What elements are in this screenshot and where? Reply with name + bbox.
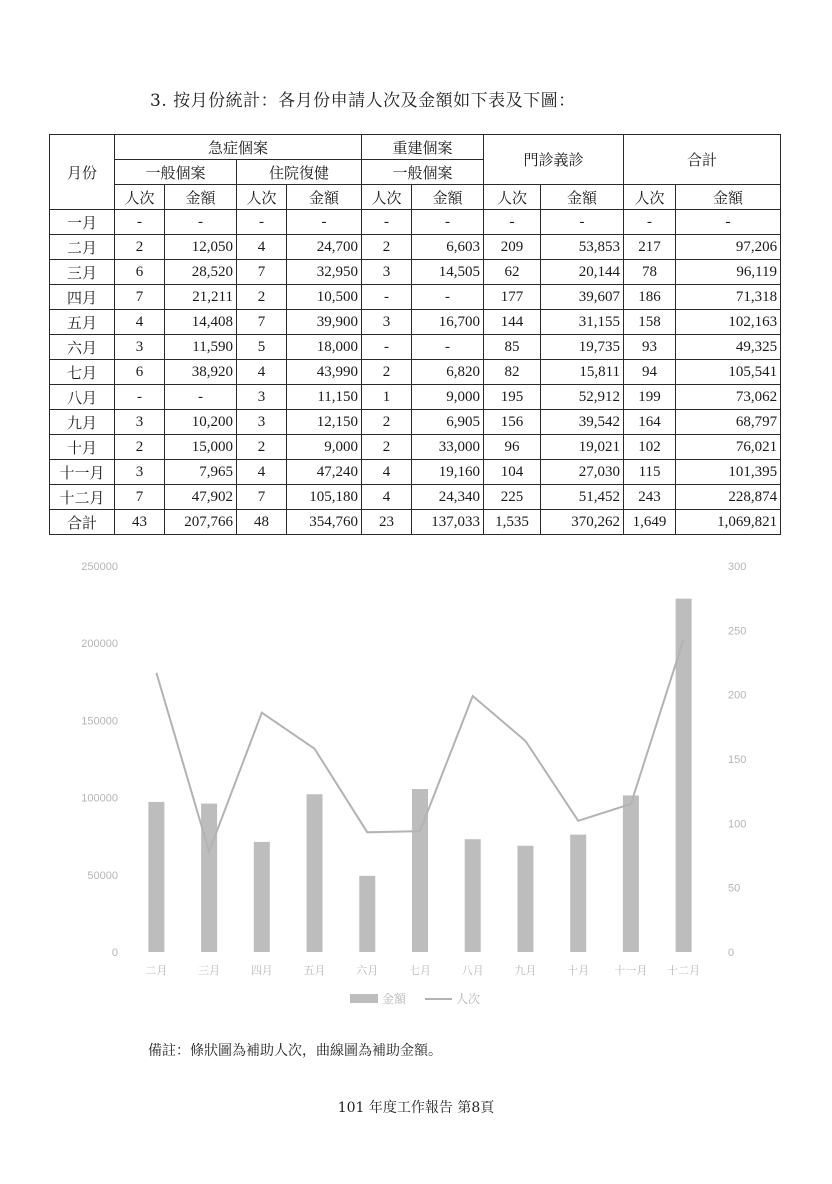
right-axis-tick-label: 50 bbox=[728, 882, 741, 895]
persons-cell: 7 bbox=[115, 485, 165, 510]
empty-value-cell: - bbox=[362, 285, 412, 310]
persons-cell: 2 bbox=[362, 235, 412, 260]
x-axis-tick-label: 十二月 bbox=[667, 965, 701, 977]
persons-cell: 43 bbox=[115, 510, 165, 535]
x-axis-tick-label: 二月 bbox=[145, 965, 168, 977]
persons-cell: 5 bbox=[237, 335, 287, 360]
amount-cell: 47,902 bbox=[165, 485, 237, 510]
empty-value-cell: - bbox=[165, 210, 237, 235]
persons-cell: 2 bbox=[115, 235, 165, 260]
amount-bar bbox=[570, 835, 586, 952]
amount-cell: 12,050 bbox=[165, 235, 237, 260]
amount-bar bbox=[465, 839, 481, 952]
persons-cell: 48 bbox=[237, 510, 287, 535]
persons-cell: 6 bbox=[115, 360, 165, 385]
amount-cell: 52,912 bbox=[541, 385, 624, 410]
persons-cell: 93 bbox=[624, 335, 676, 360]
month-cell: 十月 bbox=[50, 435, 115, 460]
amount-cell: 18,000 bbox=[287, 335, 362, 360]
right-axis-tick-label: 0 bbox=[728, 947, 735, 959]
amount-cell: 38,920 bbox=[165, 360, 237, 385]
persons-cell: 104 bbox=[484, 460, 541, 485]
persons-cell: 115 bbox=[624, 460, 676, 485]
left-axis-tick-label: 150000 bbox=[81, 715, 118, 728]
persons-cell: 3 bbox=[362, 260, 412, 285]
empty-value-cell: - bbox=[362, 335, 412, 360]
amount-cell: 11,150 bbox=[287, 385, 362, 410]
empty-value-cell: - bbox=[412, 335, 484, 360]
emergency-case-header: 急症個案 bbox=[115, 135, 362, 160]
amount-bar bbox=[623, 795, 639, 952]
table-row bbox=[50, 310, 781, 335]
month-cell: 十二月 bbox=[50, 485, 115, 510]
x-axis-tick-label: 八月 bbox=[461, 965, 484, 977]
month-cell: 六月 bbox=[50, 335, 115, 360]
amount-cell: 10,200 bbox=[165, 410, 237, 435]
amount-cell: 49,325 bbox=[676, 335, 781, 360]
persons-cell: 7 bbox=[237, 310, 287, 335]
amount-cell: 105,541 bbox=[676, 360, 781, 385]
empty-value-cell: - bbox=[287, 210, 362, 235]
amount-cell: 228,874 bbox=[676, 485, 781, 510]
persons-cell: 7 bbox=[237, 260, 287, 285]
persons-cell: 2 bbox=[362, 360, 412, 385]
amount-cell: 1,069,821 bbox=[676, 510, 781, 535]
section-heading: 3. 按月份統計：各月份申請人次及金額如下表及下圖： bbox=[150, 91, 576, 111]
table-row bbox=[50, 460, 781, 485]
x-axis-tick-label: 十一月 bbox=[614, 965, 648, 977]
amount-cell: 24,700 bbox=[287, 235, 362, 260]
amount-bar bbox=[517, 846, 533, 952]
amount-cell: 68,797 bbox=[676, 410, 781, 435]
amount-cell: 9,000 bbox=[287, 435, 362, 460]
amount-cell: 33,000 bbox=[412, 435, 484, 460]
amount-cell: 28,520 bbox=[165, 260, 237, 285]
persons-cell: 158 bbox=[624, 310, 676, 335]
table-body bbox=[50, 210, 781, 535]
table-row bbox=[50, 385, 781, 410]
persons-cell: 177 bbox=[484, 285, 541, 310]
chart-legend bbox=[350, 991, 480, 1006]
empty-value-cell: - bbox=[412, 210, 484, 235]
left-axis-tick-label: 50000 bbox=[87, 869, 118, 882]
persons-header: 人次 bbox=[362, 185, 412, 210]
persons-header: 人次 bbox=[624, 185, 676, 210]
persons-cell: 4 bbox=[362, 485, 412, 510]
table-row bbox=[50, 410, 781, 435]
amount-cell: 207,766 bbox=[165, 510, 237, 535]
amount-bar bbox=[201, 804, 217, 952]
amount-cell: 53,853 bbox=[541, 235, 624, 260]
amount-cell: 16,700 bbox=[412, 310, 484, 335]
amount-cell: 101,395 bbox=[676, 460, 781, 485]
persons-cell: 4 bbox=[237, 360, 287, 385]
chart-note: 備註：條狀圖為補助人次，曲線圖為補助金額。 bbox=[148, 1043, 442, 1059]
persons-cell: 164 bbox=[624, 410, 676, 435]
amount-cell: 12,150 bbox=[287, 410, 362, 435]
table-row bbox=[50, 435, 781, 460]
amount-cell: 354,760 bbox=[287, 510, 362, 535]
monthly-statistics-table bbox=[49, 134, 781, 535]
persons-cell: 85 bbox=[484, 335, 541, 360]
amount-cell: 39,900 bbox=[287, 310, 362, 335]
empty-value-cell: - bbox=[165, 385, 237, 410]
amount-bar bbox=[676, 599, 692, 952]
empty-value-cell: - bbox=[484, 210, 541, 235]
persons-cell: 78 bbox=[624, 260, 676, 285]
persons-header: 人次 bbox=[237, 185, 287, 210]
amount-cell: 32,950 bbox=[287, 260, 362, 285]
persons-cell: 217 bbox=[624, 235, 676, 260]
amount-cell: 76,021 bbox=[676, 435, 781, 460]
persons-cell: 2 bbox=[237, 285, 287, 310]
clinic-header: 門診義診 bbox=[484, 135, 624, 185]
empty-value-cell: - bbox=[362, 210, 412, 235]
persons-cell: 3 bbox=[115, 460, 165, 485]
month-cell: 二月 bbox=[50, 235, 115, 260]
persons-cell: 102 bbox=[624, 435, 676, 460]
amount-cell: 6,905 bbox=[412, 410, 484, 435]
persons-cell: 209 bbox=[484, 235, 541, 260]
month-cell: 七月 bbox=[50, 360, 115, 385]
table-row bbox=[50, 485, 781, 510]
monthly-chart bbox=[60, 556, 760, 1026]
empty-value-cell: - bbox=[115, 210, 165, 235]
persons-cell: 4 bbox=[362, 460, 412, 485]
left-axis-ticks bbox=[81, 561, 118, 959]
amount-header: 金額 bbox=[412, 185, 484, 210]
amount-cell: 97,206 bbox=[676, 235, 781, 260]
amount-cell: 39,542 bbox=[541, 410, 624, 435]
right-axis-tick-label: 150 bbox=[728, 754, 747, 766]
amount-cell: 6,820 bbox=[412, 360, 484, 385]
amount-cell: 51,452 bbox=[541, 485, 624, 510]
amount-header: 金額 bbox=[287, 185, 362, 210]
x-axis-tick-label: 六月 bbox=[356, 965, 379, 977]
amount-cell: 47,240 bbox=[287, 460, 362, 485]
right-axis-tick-label: 250 bbox=[728, 625, 747, 638]
persons-cell: 2 bbox=[362, 410, 412, 435]
persons-cell: 1 bbox=[362, 385, 412, 410]
persons-cell: 243 bbox=[624, 485, 676, 510]
total-header: 合計 bbox=[624, 135, 781, 185]
persons-cell: 7 bbox=[115, 285, 165, 310]
amount-cell: 31,155 bbox=[541, 310, 624, 335]
left-axis-tick-label: 200000 bbox=[81, 638, 118, 651]
persons-cell: 62 bbox=[484, 260, 541, 285]
left-axis-tick-label: 100000 bbox=[81, 792, 118, 805]
persons-cell: 3 bbox=[362, 310, 412, 335]
month-header: 月份 bbox=[50, 135, 115, 210]
amount-cell: 7,965 bbox=[165, 460, 237, 485]
amount-cell: 14,505 bbox=[412, 260, 484, 285]
right-axis-tick-label: 100 bbox=[728, 818, 747, 831]
right-axis-ticks bbox=[728, 561, 746, 959]
amount-cell: 15,000 bbox=[165, 435, 237, 460]
amount-cell: 102,163 bbox=[676, 310, 781, 335]
persons-cell: 199 bbox=[624, 385, 676, 410]
table-row bbox=[50, 360, 781, 385]
month-cell: 九月 bbox=[50, 410, 115, 435]
empty-value-cell: - bbox=[237, 210, 287, 235]
amount-bar bbox=[359, 876, 375, 952]
amount-cell: 27,030 bbox=[541, 460, 624, 485]
persons-cell: 4 bbox=[237, 235, 287, 260]
persons-cell: 4 bbox=[237, 460, 287, 485]
persons-cell: 7 bbox=[237, 485, 287, 510]
amount-cell: 15,811 bbox=[541, 360, 624, 385]
persons-cell: 96 bbox=[484, 435, 541, 460]
empty-value-cell: - bbox=[412, 285, 484, 310]
month-cell: 一月 bbox=[50, 210, 115, 235]
persons-cell: 23 bbox=[362, 510, 412, 535]
amount-cell: 24,340 bbox=[412, 485, 484, 510]
x-axis-tick-label: 九月 bbox=[514, 965, 537, 977]
empty-value-cell: - bbox=[541, 210, 624, 235]
amount-cell: 19,735 bbox=[541, 335, 624, 360]
page-footer: 101 年度工作報告 第8頁 bbox=[337, 1100, 495, 1116]
table-row bbox=[50, 235, 781, 260]
amount-cell: 73,062 bbox=[676, 385, 781, 410]
amount-cell: 71,318 bbox=[676, 285, 781, 310]
persons-cell: 3 bbox=[115, 410, 165, 435]
month-cell: 三月 bbox=[50, 260, 115, 285]
empty-value-cell: - bbox=[115, 385, 165, 410]
table-row bbox=[50, 210, 781, 235]
persons-cell: 1,535 bbox=[484, 510, 541, 535]
table-row bbox=[50, 285, 781, 310]
persons-cell: 82 bbox=[484, 360, 541, 385]
left-axis-tick-label: 0 bbox=[111, 947, 118, 959]
amount-header: 金額 bbox=[541, 185, 624, 210]
month-cell: 八月 bbox=[50, 385, 115, 410]
right-axis-tick-label: 200 bbox=[728, 689, 747, 702]
right-axis-tick-label: 300 bbox=[728, 561, 747, 573]
legend-amount-swatch bbox=[350, 994, 378, 1003]
table-row bbox=[50, 260, 781, 285]
amount-bar bbox=[254, 842, 270, 952]
amount-cell: 39,607 bbox=[541, 285, 624, 310]
x-axis-tick-label: 五月 bbox=[303, 965, 326, 977]
amount-cell: 96,119 bbox=[676, 260, 781, 285]
persons-cell: 3 bbox=[237, 410, 287, 435]
persons-cell: 94 bbox=[624, 360, 676, 385]
persons-cell: 156 bbox=[484, 410, 541, 435]
persons-header: 人次 bbox=[115, 185, 165, 210]
persons-cell: 3 bbox=[115, 335, 165, 360]
legend-amount-label: 金額 bbox=[382, 992, 407, 1006]
amount-cell: 6,603 bbox=[412, 235, 484, 260]
empty-value-cell: - bbox=[624, 210, 676, 235]
persons-cell: 3 bbox=[237, 385, 287, 410]
amount-bar bbox=[412, 789, 428, 952]
persons-cell: 144 bbox=[484, 310, 541, 335]
general-case-header: 一般個案 bbox=[115, 160, 237, 185]
persons-cell: 2 bbox=[115, 435, 165, 460]
amount-cell: 19,021 bbox=[541, 435, 624, 460]
x-axis-ticks bbox=[145, 963, 700, 977]
persons-cell: 1,649 bbox=[624, 510, 676, 535]
persons-cell: 4 bbox=[115, 310, 165, 335]
persons-cell: 186 bbox=[624, 285, 676, 310]
persons-cell: 6 bbox=[115, 260, 165, 285]
amount-bar bbox=[307, 794, 323, 952]
month-cell: 四月 bbox=[50, 285, 115, 310]
legend-persons-label: 人次 bbox=[456, 992, 481, 1006]
rebuild-case-header: 重建個案 bbox=[362, 135, 484, 160]
amount-cell: 11,590 bbox=[165, 335, 237, 360]
rehab-case-header: 住院復健 bbox=[237, 160, 362, 185]
empty-value-cell: - bbox=[676, 210, 781, 235]
amount-cell: 370,262 bbox=[541, 510, 624, 535]
left-axis-tick-label: 250000 bbox=[81, 561, 118, 573]
x-axis-tick-label: 三月 bbox=[198, 965, 221, 977]
amount-cell: 9,000 bbox=[412, 385, 484, 410]
amount-cell: 19,160 bbox=[412, 460, 484, 485]
persons-cell: 2 bbox=[237, 435, 287, 460]
amount-cell: 14,408 bbox=[165, 310, 237, 335]
amount-cell: 137,033 bbox=[412, 510, 484, 535]
persons-cell: 2 bbox=[362, 435, 412, 460]
x-axis-tick-label: 四月 bbox=[250, 965, 273, 977]
rebuild-general-case-header: 一般個案 bbox=[362, 160, 484, 185]
persons-cell: 195 bbox=[484, 385, 541, 410]
x-axis-tick-label: 七月 bbox=[409, 965, 431, 977]
amount-cell: 105,180 bbox=[287, 485, 362, 510]
amount-cell: 20,144 bbox=[541, 260, 624, 285]
amount-bar bbox=[148, 802, 164, 952]
month-cell: 合計 bbox=[50, 510, 115, 535]
amount-header: 金額 bbox=[676, 185, 781, 210]
x-axis-tick-label: 十月 bbox=[567, 965, 590, 977]
month-cell: 十一月 bbox=[50, 460, 115, 485]
amount-cell: 10,500 bbox=[287, 285, 362, 310]
amount-header: 金額 bbox=[165, 185, 237, 210]
persons-cell: 225 bbox=[484, 485, 541, 510]
month-cell: 五月 bbox=[50, 310, 115, 335]
table-row bbox=[50, 510, 781, 535]
amount-bars bbox=[148, 599, 691, 952]
amount-cell: 43,990 bbox=[287, 360, 362, 385]
amount-cell: 21,211 bbox=[165, 285, 237, 310]
table-row bbox=[50, 335, 781, 360]
persons-header: 人次 bbox=[484, 185, 541, 210]
